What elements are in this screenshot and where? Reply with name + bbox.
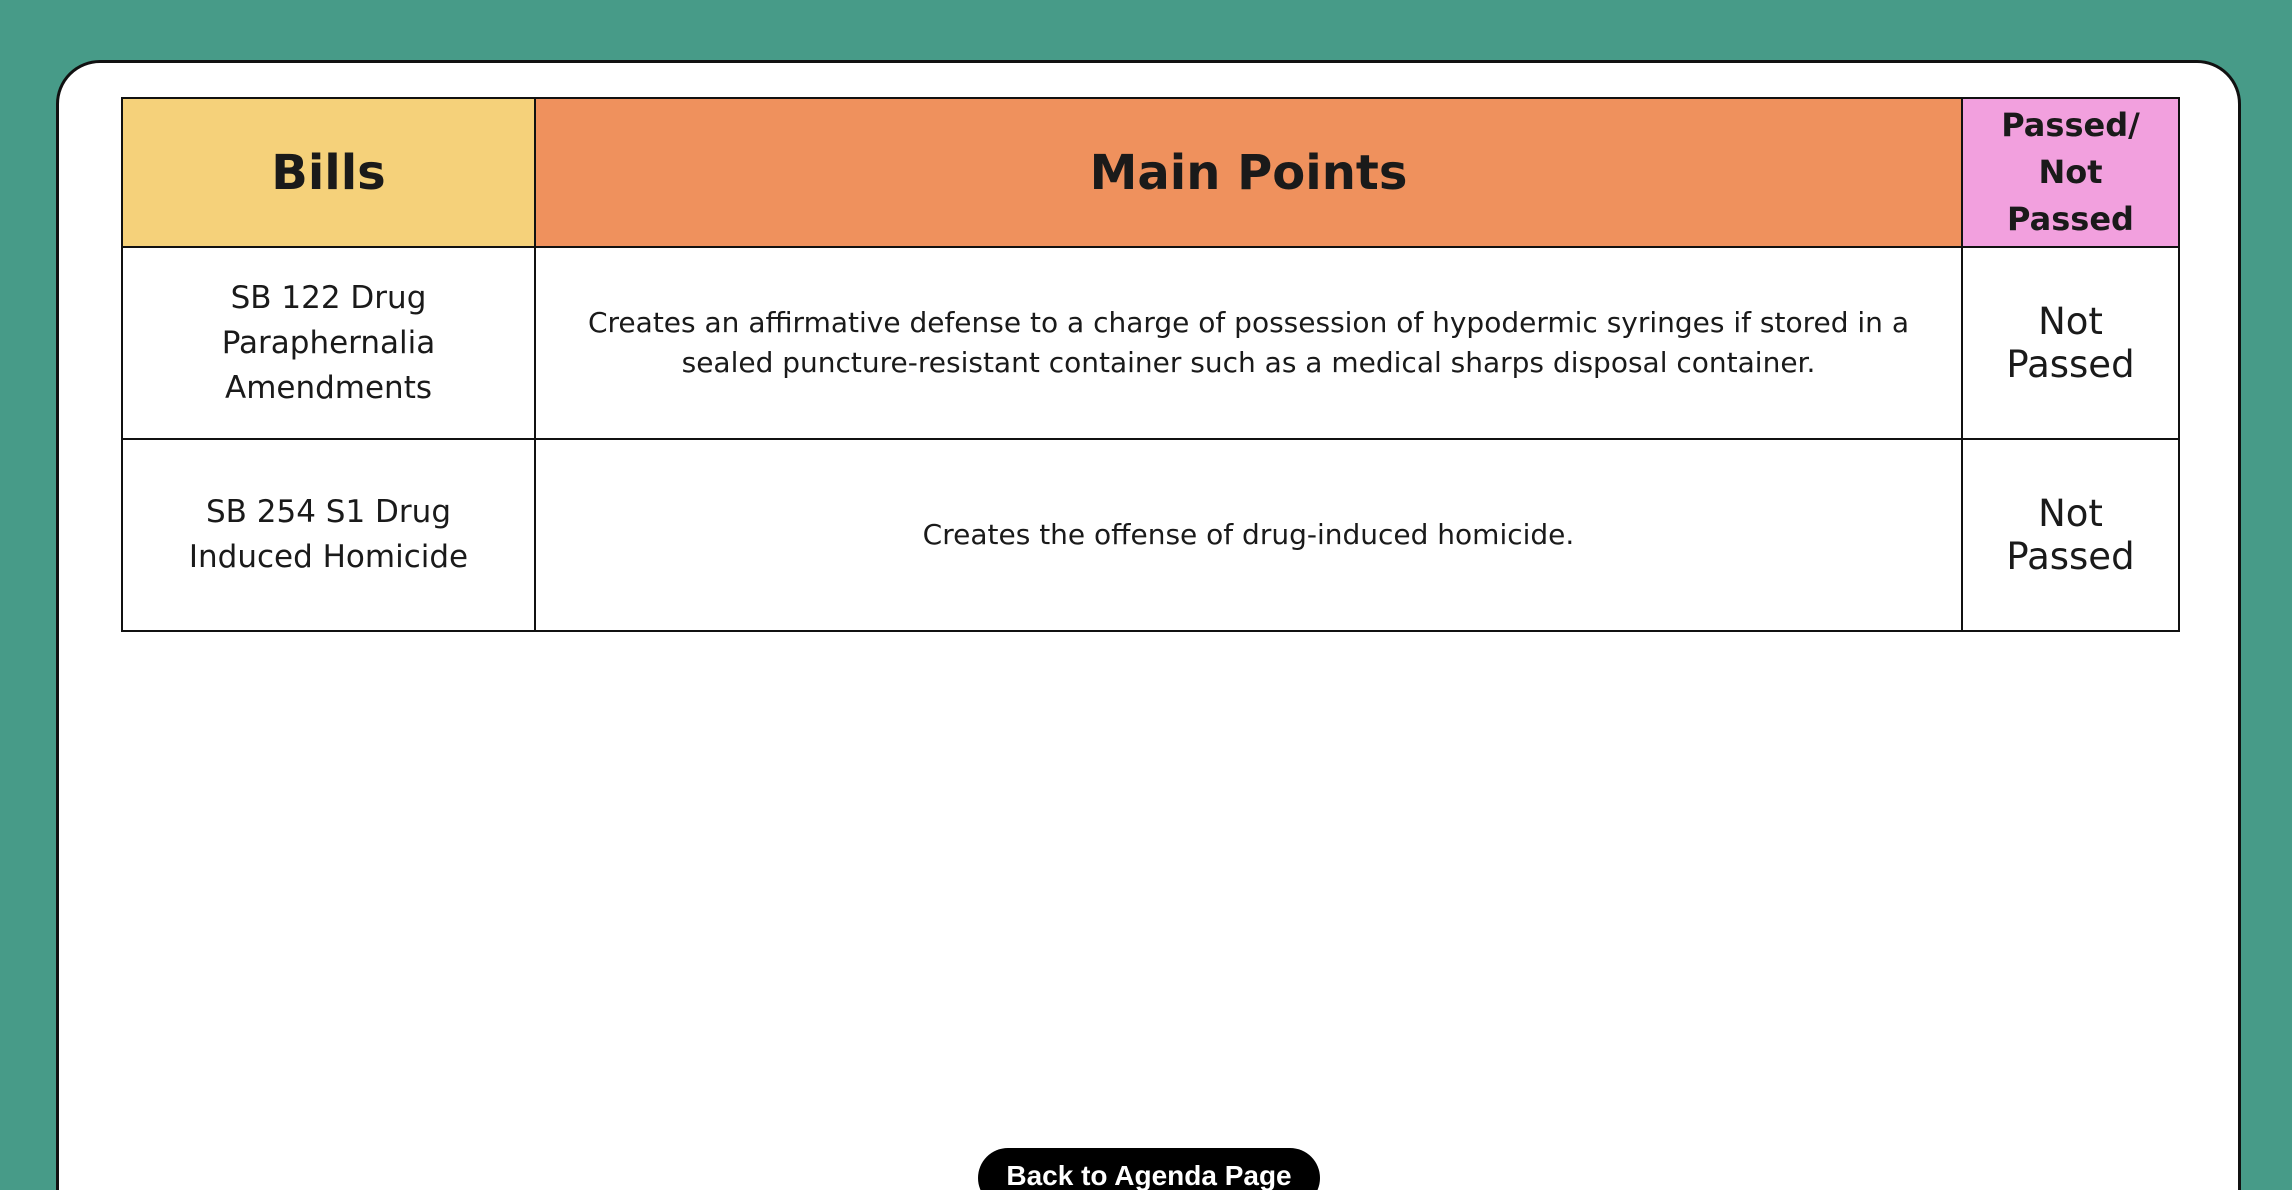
status-cell: Not Passed [1962, 439, 2179, 631]
status-header-line2: Not Passed [2007, 153, 2134, 238]
back-to-agenda-button[interactable]: Back to Agenda Page [978, 1148, 1320, 1190]
main-point-cell: Creates an affirmative defense to a charge of possession of hypodermic syringes if stored in a sealed puncture-resistant container such as a medical sharps disposal container. [535, 247, 1962, 439]
main-points-column-header: Main Points [535, 98, 1962, 247]
bills-column-header: Bills [122, 98, 535, 247]
status-header-line1: Passed/ [2001, 106, 2140, 144]
status-cell: Not Passed [1962, 247, 2179, 439]
status-column-header [1962, 98, 2179, 247]
table-row [122, 439, 2179, 631]
bill-name-cell: SB 122 Drug Paraphernalia Amendments [122, 247, 535, 439]
main-point-cell: Creates the offense of drug-induced homicide. [535, 439, 1962, 631]
bill-name-cell: SB 254 S1 Drug Induced Homicide [122, 439, 535, 631]
table-row [122, 247, 2179, 439]
bills-table [121, 97, 2180, 632]
table-header-row [122, 98, 2179, 247]
